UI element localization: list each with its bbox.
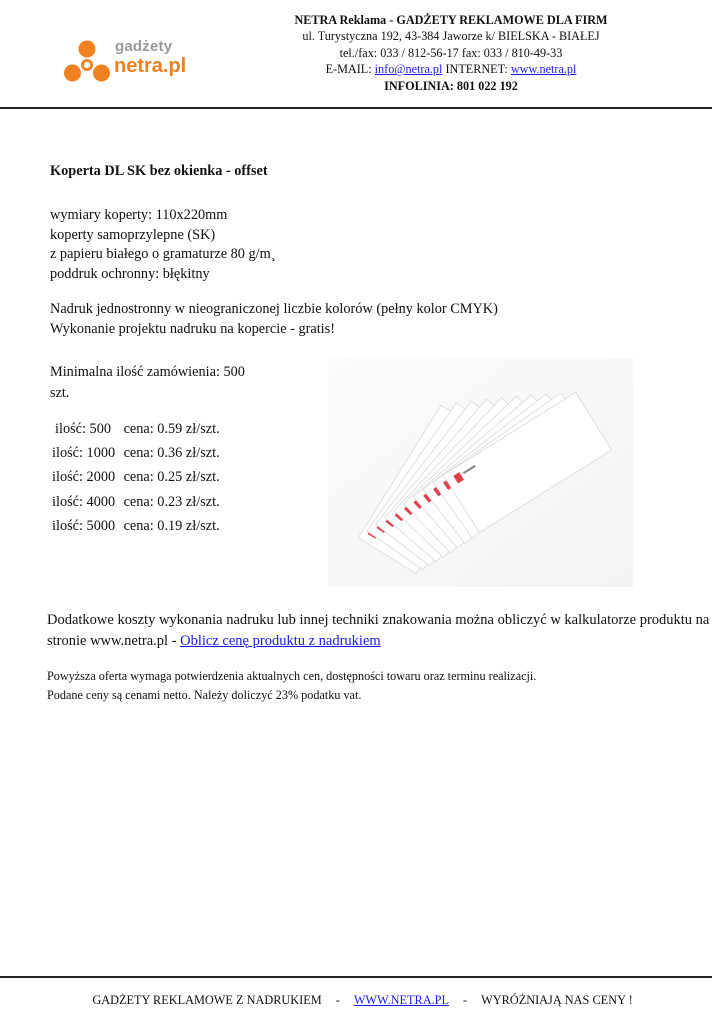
price-row <box>52 494 220 518</box>
price-quantity: ilość: 2000 <box>52 469 116 486</box>
email-label: E-MAIL: <box>325 62 375 77</box>
print-info <box>50 300 498 339</box>
logo-triangle-icon <box>64 40 110 84</box>
footer <box>0 993 725 1008</box>
note-line: Podane ceny są cenami netto. Należy doliczyć 23% podatku vat. <box>47 688 362 702</box>
print-info-line: Wykonanie projektu nadruku na kopercie - gratis! <box>50 320 335 337</box>
company-name: NETRA Reklama - GADŻETY REKLAMOWE DLA FIRM <box>294 13 608 27</box>
price-value: cena: 0.59 zł/szt. <box>123 421 220 437</box>
extra-cost-info <box>47 610 712 651</box>
product-title: Koperta DL SK bez okienka - offset <box>50 163 268 179</box>
company-email-line <box>260 61 642 77</box>
company-contact-block <box>260 12 642 94</box>
product-photo-envelopes <box>328 358 633 587</box>
company-logo <box>64 38 204 84</box>
price-row <box>52 445 220 469</box>
infolinia: INFOLINIA: 801 022 192 <box>384 78 518 93</box>
price-row <box>52 421 220 445</box>
minimum-order: Minimalna ilość zamówienia: 500 szt. <box>50 364 245 401</box>
logo-text-netra: netra.pl <box>114 55 187 77</box>
product-specs <box>50 206 275 284</box>
price-value: cena: 0.36 zł/szt. <box>123 445 220 462</box>
footer-slogan-left: GADŻETY REKLAMOWE Z NADRUKIEM <box>92 993 322 1007</box>
price-row <box>52 518 220 542</box>
email-link[interactable]: info@netra.pl <box>374 62 443 77</box>
price-quantity: ilość: 500 <box>55 421 111 437</box>
header-divider <box>0 107 712 109</box>
logo-text-gadzety: gadżety <box>115 38 173 55</box>
website-link[interactable]: www.netra.pl <box>510 62 577 77</box>
price-value: cena: 0.23 zł/szt. <box>123 493 220 510</box>
footer-divider <box>0 976 712 978</box>
price-value: cena: 0.25 zł/szt. <box>123 469 220 486</box>
company-address: ul. Turystyczna 192, 43-384 Jaworze k/ BIELSKA - BIAŁEJ <box>302 29 600 44</box>
price-value: cena: 0.19 zł/szt. <box>123 517 220 534</box>
footer-separator: - <box>335 993 340 1007</box>
spec-paper: z papieru białego o gramaturze 80 g/m¸ <box>50 246 276 263</box>
price-row <box>52 469 220 493</box>
footer-separator: - <box>463 993 468 1007</box>
price-list <box>52 421 220 542</box>
extra-cost-text: Dodatkowe koszty wykonania nadruku lub innej techniki znakowania można obliczyć w kalkulatorze produktu na stronie www.netra.pl - <box>47 612 710 649</box>
internet-label: INTERNET: <box>442 62 511 77</box>
price-quantity: ilość: 4000 <box>52 493 116 510</box>
print-info-line: Nadruk jednostronny w nieograniczonej liczbie kolorów (pełny kolor CMYK) <box>50 301 498 317</box>
note-line: Powyższa oferta wymaga potwierdzenia aktualnych cen, dostępności towaru oraz terminu realizacji. <box>47 669 537 683</box>
company-phone: tel./fax: 033 / 812-56-17 fax: 033 / 810-49-33 <box>339 45 563 60</box>
price-quantity: ilość: 1000 <box>52 445 116 462</box>
footer-website-link[interactable]: WWW.NETRA.PL <box>353 993 450 1007</box>
price-quantity: ilość: 5000 <box>52 517 116 534</box>
spec-dimensions: wymiary koperty: 110x220mm <box>50 207 228 223</box>
offer-notes <box>47 667 536 705</box>
spec-security-print: poddruk ochronny: błękitny <box>50 265 210 282</box>
footer-slogan-right: WYRÓŻNIAJĄ NAS CENY ! <box>481 993 633 1007</box>
price-calculator-link[interactable]: Oblicz cenę produktu z nadrukiem <box>180 632 381 649</box>
spec-closure: koperty samoprzylepne (SK) <box>50 226 216 243</box>
